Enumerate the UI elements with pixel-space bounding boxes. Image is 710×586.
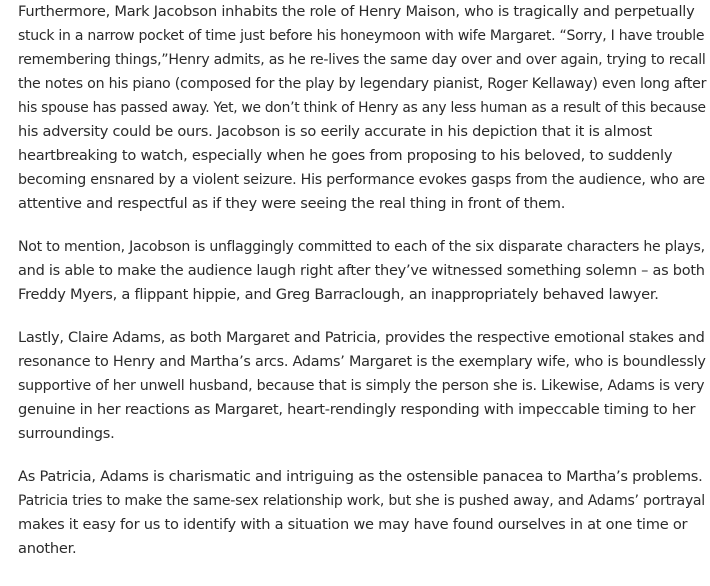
paragraph-spacer: [18, 216, 706, 235]
paragraph-claire-adams: [18, 326, 706, 446]
text-line: genuine in her reactions as Margaret, heart-rendingly responding with impeccable timing to her: [18, 401, 696, 418]
text-line: surroundings.: [18, 425, 115, 442]
paragraph-henry-maison: [18, 0, 706, 216]
text-line: As Patricia, Adams is charismatic and intriguing as the ostensible panacea to Martha’s problems.: [18, 468, 703, 485]
text-line: his spouse has passed away. Yet, we don’t think of Henry as any less human as a result of this because: [18, 100, 706, 116]
text-line: makes it easy for us to identify with a situation we may have found ourselves in at one time or: [18, 516, 688, 533]
paragraph-patricia: [18, 465, 706, 561]
text-line: and is able to make the audience laugh right after they’ve witnessed something solemn – as both: [18, 263, 705, 279]
text-line: supportive of her unwell husband, because that is simply the person she is. Likewise, Adams is very: [18, 378, 705, 394]
text-line: remembering things,”Henry admits, as he re-lives the same day over and over again, trying to recall: [18, 52, 706, 68]
paragraph-six-characters: [18, 235, 706, 307]
text-line: attentive and respectful as if they were seeing the real thing in front of them.: [18, 195, 566, 212]
text-line: resonance to Henry and Martha’s arcs. Adams’ Margaret is the exemplary wife, who is boundlessly: [18, 354, 706, 370]
text-line: becoming ensnared by a violent seizure. His performance evokes gasps from the audience, who are: [18, 172, 705, 188]
paragraph-spacer: [18, 446, 706, 465]
text-line: Freddy Myers, a flippant hippie, and Greg Barraclough, an inappropriately behaved lawyer.: [18, 286, 659, 303]
text-line: Furthermore, Mark Jacobson inhabits the role of Henry Maison, who is tragically and perpetually: [18, 3, 695, 20]
text-line: Not to mention, Jacobson is unflaggingly committed to each of the six disparate characters he plays,: [18, 239, 705, 255]
text-line: Patricia tries to make the same-sex relationship work, but she is pushed away, and Adams’ portrayal: [18, 493, 705, 509]
text-line: Lastly, Claire Adams, as both Margaret and Patricia, provides the respective emotional stakes and: [18, 330, 705, 346]
text-line: stuck in a narrow pocket of time just before his honeymoon with wife Margaret. “Sorry, I have trouble: [18, 28, 705, 44]
text-line: another.: [18, 540, 77, 557]
text-line: his adversity could be ours. Jacobson is so eerily accurate in his depiction that it is almost: [18, 123, 652, 140]
text-line: the notes on his piano (composed for the play by legendary pianist, Roger Kellaway) even long after: [18, 76, 707, 92]
text-line: heartbreaking to watch, especially when he goes from proposing to his beloved, to suddenly: [18, 147, 673, 164]
paragraph-spacer: [18, 307, 706, 326]
